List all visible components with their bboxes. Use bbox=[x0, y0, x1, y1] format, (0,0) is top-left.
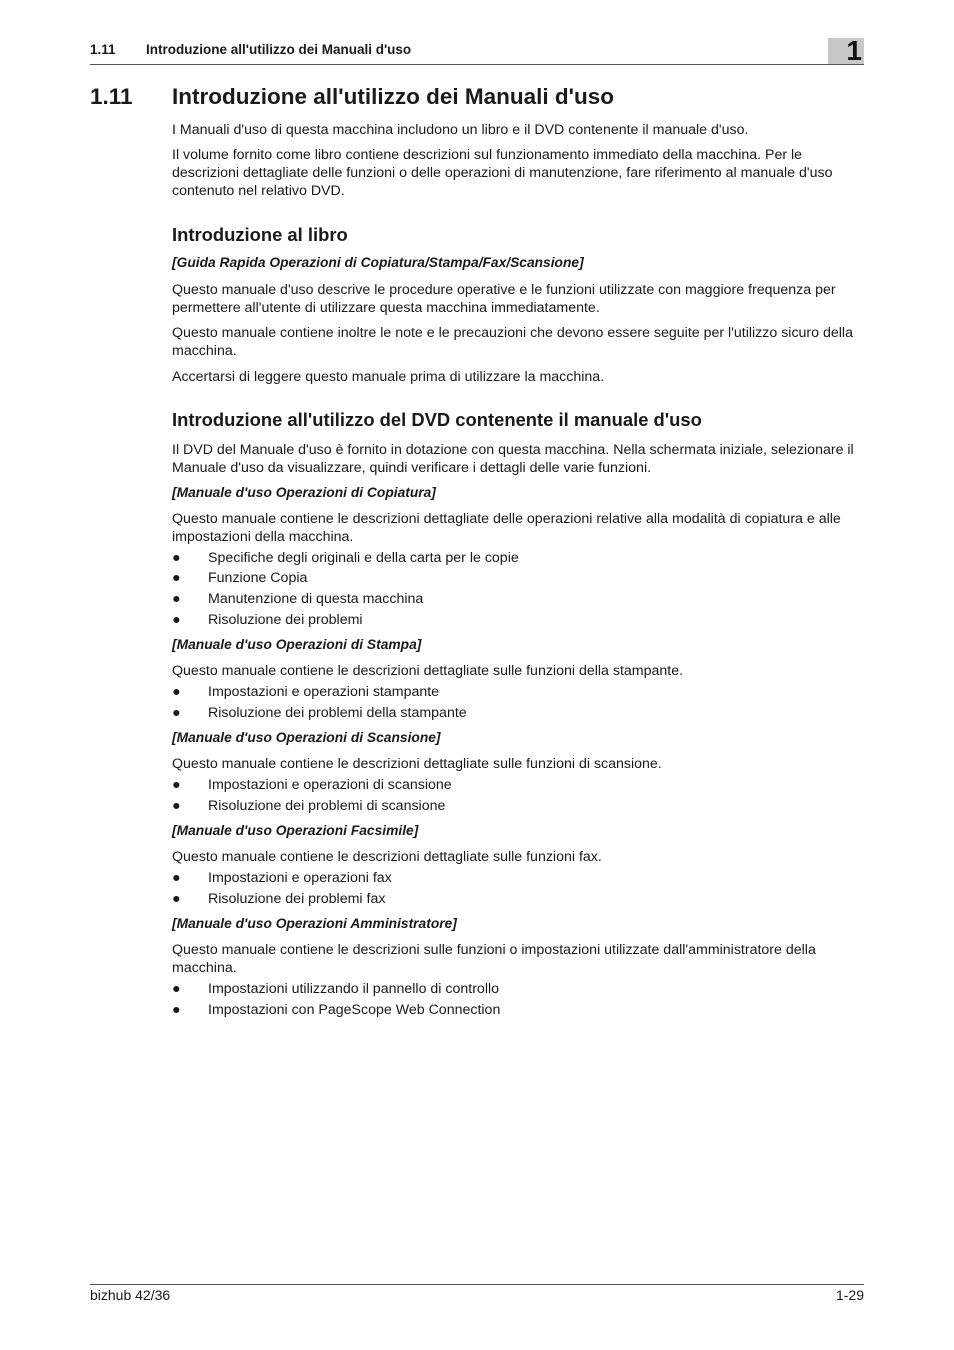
book-paragraph-2: Questo manuale contiene inoltre le note e le precauzioni che devono essere seguite per l'utilizzo sicuro della macchina. bbox=[172, 325, 853, 359]
copy-manual-heading: [Manuale d'uso Operazioni di Copiatura] bbox=[172, 485, 436, 500]
running-header-number: 1.11 bbox=[90, 42, 116, 57]
dvd-heading: Introduzione all'utilizzo del DVD contenente il manuale d'uso bbox=[172, 409, 702, 430]
copy-manual-description: Questo manuale contiene le descrizioni dettagliate delle operazioni relative alla modalità di copiatura e alle impostazioni della macchina. bbox=[172, 511, 841, 545]
bullet-icon: ● bbox=[172, 777, 181, 793]
bullet-icon: ● bbox=[172, 550, 181, 566]
print-manual-heading: [Manuale d'uso Operazioni di Stampa] bbox=[172, 637, 422, 652]
print-manual-description: Questo manuale contiene le descrizioni dettagliate sulle funzioni della stampante. bbox=[172, 663, 684, 679]
scan-manual-heading: [Manuale d'uso Operazioni di Scansione] bbox=[172, 730, 441, 745]
bullet-icon: ● bbox=[172, 981, 181, 997]
bullet-icon: ● bbox=[172, 684, 181, 700]
intro-paragraph-2: Il volume fornito come libro contiene descrizioni sul funzionamento immediato della macchina. Per le descrizioni dettagliate delle funzioni o delle operazioni di manutenzione, fare riferimento al manuale d'uso contenuto nel relativo DVD. bbox=[172, 147, 833, 199]
bullet-icon: ● bbox=[172, 705, 181, 721]
running-header-title: Introduzione all'utilizzo dei Manuali d'uso bbox=[146, 42, 412, 57]
section-title-text: Introduzione all'utilizzo dei Manuali d'uso bbox=[172, 84, 614, 109]
fax-manual-description: Questo manuale contiene le descrizioni dettagliate sulle funzioni fax. bbox=[172, 849, 602, 865]
book-subheading: [Guida Rapida Operazioni di Copiatura/Stampa/Fax/Scansione] bbox=[172, 255, 584, 270]
bullet-icon: ● bbox=[172, 591, 181, 607]
bullet-icon: ● bbox=[172, 1002, 181, 1018]
bullet-icon: ● bbox=[172, 570, 181, 586]
book-paragraph-3: Accertarsi di leggere questo manuale prima di utilizzare la macchina. bbox=[172, 369, 605, 385]
footer-page-number: 1-29 bbox=[835, 1287, 864, 1303]
dvd-paragraph: Il DVD del Manuale d'uso è fornito in dotazione con questa macchina. Nella schermata iniziale, selezionare il Manuale d'uso da visualizzare, quindi verificare i dettagli delle varie funzioni. bbox=[172, 442, 854, 476]
intro-paragraph-1: I Manuali d'uso di questa macchina includono un libro e il DVD contenente il manuale d'uso. bbox=[172, 122, 749, 138]
bullet-icon: ● bbox=[172, 798, 181, 814]
bullet-icon: ● bbox=[172, 612, 181, 628]
footer-model: bizhub 42/36 bbox=[90, 1287, 171, 1303]
header-divider bbox=[90, 64, 864, 65]
footer-divider bbox=[90, 1284, 864, 1285]
book-paragraph-1: Questo manuale d'uso descrive le procedure operative e le funzioni utilizzate con maggiore frequenza per permettere all'utente di utilizzare questa macchina immediatamente. bbox=[172, 282, 836, 316]
admin-manual-description: Questo manuale contiene le descrizioni sulle funzioni o impostazioni utilizzate dall'amministratore della macchina. bbox=[172, 942, 816, 976]
section-title bbox=[90, 84, 614, 110]
bullet-icon: ● bbox=[172, 891, 181, 907]
admin-manual-heading: [Manuale d'uso Operazioni Amministratore] bbox=[172, 916, 457, 931]
chapter-number: 1 bbox=[846, 35, 862, 66]
running-header bbox=[90, 42, 411, 57]
scan-manual-description: Questo manuale contiene le descrizioni dettagliate sulle funzioni di scansione. bbox=[172, 756, 662, 772]
fax-manual-heading: [Manuale d'uso Operazioni Facsimile] bbox=[172, 823, 419, 838]
book-heading: Introduzione al libro bbox=[172, 224, 348, 245]
section-number: 1.11 bbox=[90, 84, 133, 109]
bullet-icon: ● bbox=[172, 870, 181, 886]
